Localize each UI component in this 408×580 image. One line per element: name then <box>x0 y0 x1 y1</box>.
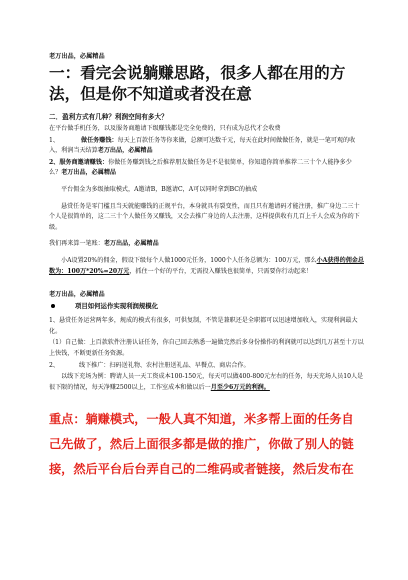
scale-example-paragraph <box>49 372 364 393</box>
calc-intro-tag: 老万出品，必属精品 <box>103 240 159 248</box>
bullet-heading-text: 项目如何运作实现利润规模化 <box>75 302 159 311</box>
intro-paragraph: 在平台做手机任务，以及服务商邀请下级赚钱都是完全免费的，只有成为总代才会收费 <box>49 125 281 132</box>
item-task-earning <box>49 136 364 157</box>
item-number: 1、 <box>49 136 59 144</box>
item-invite-earning <box>49 158 364 179</box>
example-result: 月至少6万元的利润。 <box>210 383 270 391</box>
scale-paragraph: 1、悬赏任务运营两年多，规成的模式有很多，可供复制，不管是兼职还是全职都可以迅速增加收入，实现利润最大化。 <box>49 317 358 335</box>
brand-tag: 老万出品，必属精品 <box>49 53 105 60</box>
calc-intro-text: 我们再来算一笔账： <box>49 240 104 248</box>
calc-intro <box>49 239 364 250</box>
calc-line: 小A设置20%的佣金，假设下级每个人做1000元任务，1000个人任务总额为：100万元，那么 <box>61 256 317 264</box>
reward-platform-paragraph: 悬赏任务是零门槛且当天就能赚钱的正规平台，本身就具有裂变性，而且只有邀请码才能注册，推广身边二三十个人是很简单的，这二三十个人做任务又赚钱，又会去推广身边的人去注册，这样提供收有几百上千人会成为你的下级。 <box>49 202 360 231</box>
item-text: 每天上百款任务等你来做，总额可达数千元，每天在此时间做做任务，就是一笔可观的收入，利润当天结算 <box>49 136 356 155</box>
key-point-highlight: 重点：躺赚模式，一般人真不知道，米多帮上面的任务自己先做了，然后上面很多都是做的推广，你做了别人的链接，然后平台后台弄自己的二维码或者链接，然后发布在 <box>49 412 354 477</box>
page-heading: 一：看完会说躺赚思路，很多人都在用的方法，但是你不知道或者没在意 <box>49 63 346 103</box>
calc-result: 小A获得的佣金总数为：100万*20%=20万元 <box>49 256 364 275</box>
item-tail: 老万出品，必属精品 <box>97 147 153 155</box>
item-text: 线下推广：扫码送礼物、农村注册送礼品、早餐点、商店合作。 <box>78 361 250 369</box>
item-tail: 老万出品，必属精品 <box>61 169 117 177</box>
scale-self-paragraph: （1）自己做：上百款软件注册认证任务，你自己回去熟悉一遍做完然后多身份操作的利润就可以达到几万甚至十万以上快钱，不断更新任务资源。 <box>49 339 364 357</box>
item-bold: 做任务赚钱： <box>80 136 118 144</box>
brand-tag-repeat: 老万出品，必属精品 <box>49 291 105 299</box>
commission-chain-paragraph: 平台佣金为多级抽取模式，A邀请B，B邀请C，A可以同时拿到BC的抽成 <box>61 185 258 193</box>
section-title: 二．盈利方式有几种？利润空间有多大？ <box>49 113 168 121</box>
calc-line-tail: ，抓住一个好的平台，无需投入赚钱也很简单，只需要你行动起来！ <box>129 267 313 275</box>
item-number: 2、 <box>49 361 59 369</box>
scale-offline-paragraph <box>49 361 364 372</box>
bullet-icon <box>51 304 55 308</box>
example-text: 以线下充场为例：聘请人员一天工资成本100-150元，每天可以做400-800元左右的任务，每天充场人员10人是很下限的情况，每天净赚2500以上，工作室成本和做以后一 <box>49 373 364 391</box>
bullet-heading <box>49 301 364 310</box>
calc-paragraph <box>49 256 364 277</box>
item-bold: 2、服务商邀请赚钱： <box>49 158 109 166</box>
item-text: 你做任务赚到钱之后推荐朋友做任务是不是很简单，你知道你简单推荐二三十个人能挣多少么？ <box>49 158 352 177</box>
